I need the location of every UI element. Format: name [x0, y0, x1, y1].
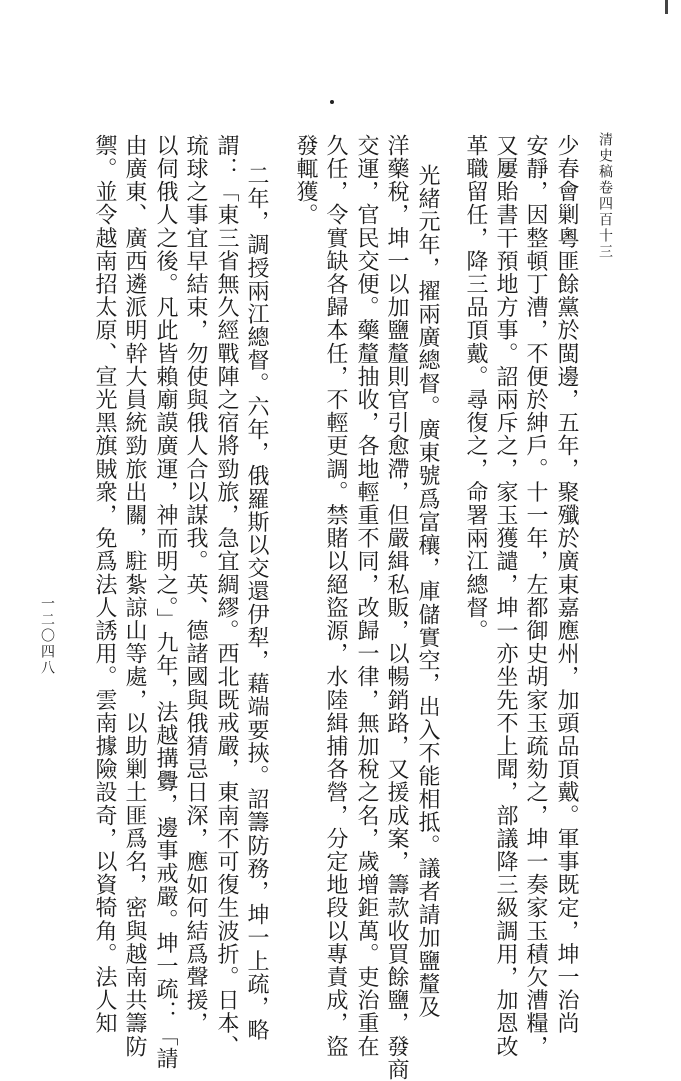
- page-number: 一二〇四八: [39, 596, 55, 676]
- text-column-15: 禦。並令越南招太原、宣光黑旗賊衆，免爲法人誘用。雲南據險設奇，以資犄角。法人知: [92, 134, 117, 1035]
- text-column-12: 琉球之事宜早結束，勿使與俄人合以謀我。英、德諸國與俄猜忌日深，應如何結爲聲援，: [183, 134, 208, 1035]
- text-column-7: 交運，官民交便。藥釐抽收，各地輕重不同，改歸一律，無加稅之名，歲增鉅萬。吏治重在: [354, 134, 379, 1058]
- text-column-2: 安靜，因整頓丁漕，不便於紳戶。十一年，左都御史胡家玉疏劾之，坤一奏家玉積欠漕糧，: [523, 134, 548, 1058]
- text-column-13: 以伺俄人之後。凡此皆賴廟謨廣運，神而明之。」九年，法越搆釁，邊事戒嚴。坤一疏：「請: [153, 134, 178, 1071]
- text-column-14: 由廣東、廣西遴派明幹大員統勁旅出關，駐紮諒山等處，以助剿土匪爲名，密與越南共籌防: [122, 134, 147, 1058]
- printer-dot: [330, 100, 334, 104]
- text-column-11: 謂：「東三省無久經戰陣之宿將勁旅，急宜綢繆。西北既戒嚴，東南不可復生波折。日本、: [214, 134, 239, 1058]
- page-edge-mark: [665, 0, 668, 14]
- text-column-6: 洋藥稅，坤一以加鹽釐則官引愈滯，但嚴緝私販，以暢銷路，又援成案，籌款收買餘鹽，發商: [384, 134, 409, 1081]
- running-title: 清史稿卷四百十三: [597, 132, 613, 260]
- text-column-9: 發輒獲。: [293, 134, 318, 227]
- text-column-1: 少春會剿粵匪餘黨於閩邊，五年，聚殲於廣東嘉應州，加頭品頂戴。軍事既定，坤一治尚: [554, 134, 579, 1035]
- text-column-4: 革職留任，降三品頂戴。尋復之，命署兩江總督。: [463, 134, 488, 643]
- text-column-8: 久任，令實缺各歸本任，不輕更調。禁賭以絕盜源，水陸緝捕各營，分定地段以專責成，盜: [323, 134, 348, 1058]
- text-column-5: 光緒元年，擢兩廣總督。廣東號爲富穰，庫儲實空，出入不能相抵。議者請加鹽釐及: [415, 164, 440, 1019]
- text-column-3: 又屢貽書干預地方事。詔兩斥之，家玉獲譴，坤一亦坐先不上聞，部議降三級調用，加恩改: [493, 134, 518, 1058]
- text-column-10: 二年，調授兩江總督。六年，俄羅斯以交還伊犁，藉端要挾。詔籌防務，坤一上疏，略: [244, 164, 269, 1042]
